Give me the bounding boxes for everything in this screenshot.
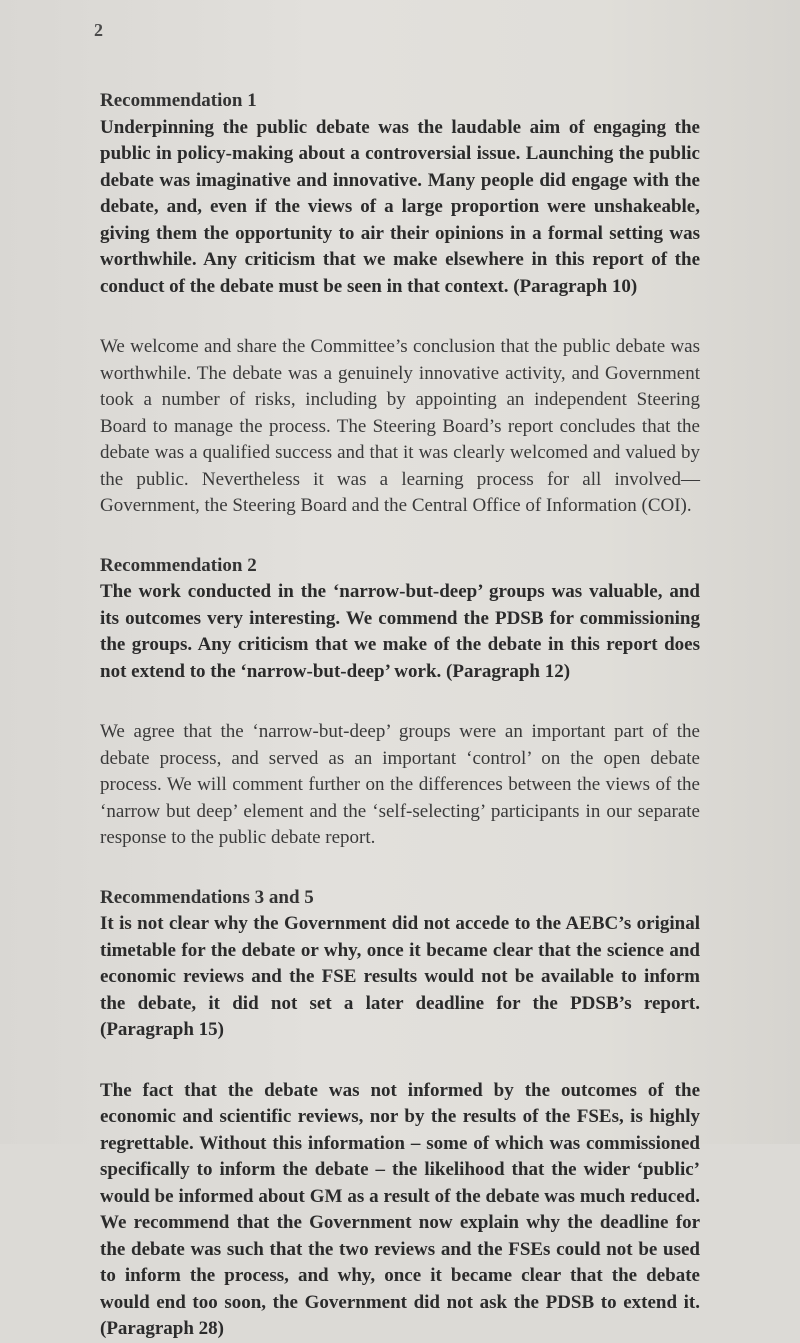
recommendation-1-title: Recommendation 1	[100, 90, 257, 111]
recommendation-2-title: Recommendation 2	[100, 554, 257, 576]
document-body	[100, 88, 700, 1343]
section-recommendations-3-and-5	[100, 885, 700, 1343]
recommendation-2-response: We agree that the ‘narrow-but-deep’ groups were an important part of the debate process, and served as an important ‘control’ on the open debate process. We will comment further on the differences between the views of the ‘narrow but deep’ element and the ‘self-selecting’ participants in our separate response to the public debate report.	[100, 721, 700, 848]
page-number: 2	[94, 20, 103, 40]
recommendations-3-5-title: Recommendations 3 and 5	[100, 886, 314, 908]
recommendations-3-5-text-2: The fact that the debate was not informed by the outcomes of the economic and scientific reviews, nor by the results of the FSEs, is highly regrettable. Without this information – some of which was commissioned specifically to inform the debate – the likelihood that the wider ‘public’ would be informed about GM as a result of the debate was much reduced. We recommend that the Government now explain why the deadline for the debate was such that the two reviews and the FSEs could not be used to inform the process, and why, once it became clear that the debate would end too soon, the Government did not ask the PDSB to extend it. (Paragraph 28)	[100, 1079, 700, 1339]
recommendations-3-5-text: It is not clear why the Government did not accede to the AEBC’s original timetable for the debate or why, once it became clear that the science and economic reviews and the FSE results would not be available to inform the debate, it did not set a later deadline for the PDSB’s report. (Paragraph 15)	[100, 913, 700, 1040]
recommendation-1-text: Underpinning the public debate was the laudable aim of engaging the public in policy-making about a controversial issue. Launching the public debate was imaginative and innovative. Many people did engage with the debate, and, even if the views of a large proportion were unshakeable, giving them the opportunity to air their opinions in a formal setting was worthwhile. Any criticism that we make elsewhere in this report of the conduct of the debate must be seen in that context. (Paragraph 10)	[100, 116, 700, 297]
recommendation-1-response: We welcome and share the Committee’s conclusion that the public debate was worthwhile. The debate was a genuinely innovative activity, and Government took a number of risks, including by appointing an independent Steering Board to manage the process. The Steering Board’s report concludes that the debate was a qualified success and that it was clearly welcomed and valued by the public. Nevertheless it was a learning process for all involved—Government, the Steering Board and the Central Office of Information (COI).	[100, 336, 700, 516]
section-recommendation-1	[100, 88, 700, 520]
recommendation-2-text: The work conducted in the ‘narrow-but-deep’ groups was valuable, and its outcomes very interesting. We commend the PDSB for commissioning the groups. Any criticism that we make of the debate in this report does not extend to the ‘narrow-but-deep’ work. (Paragraph 12)	[100, 581, 700, 682]
section-recommendation-2	[100, 553, 700, 852]
